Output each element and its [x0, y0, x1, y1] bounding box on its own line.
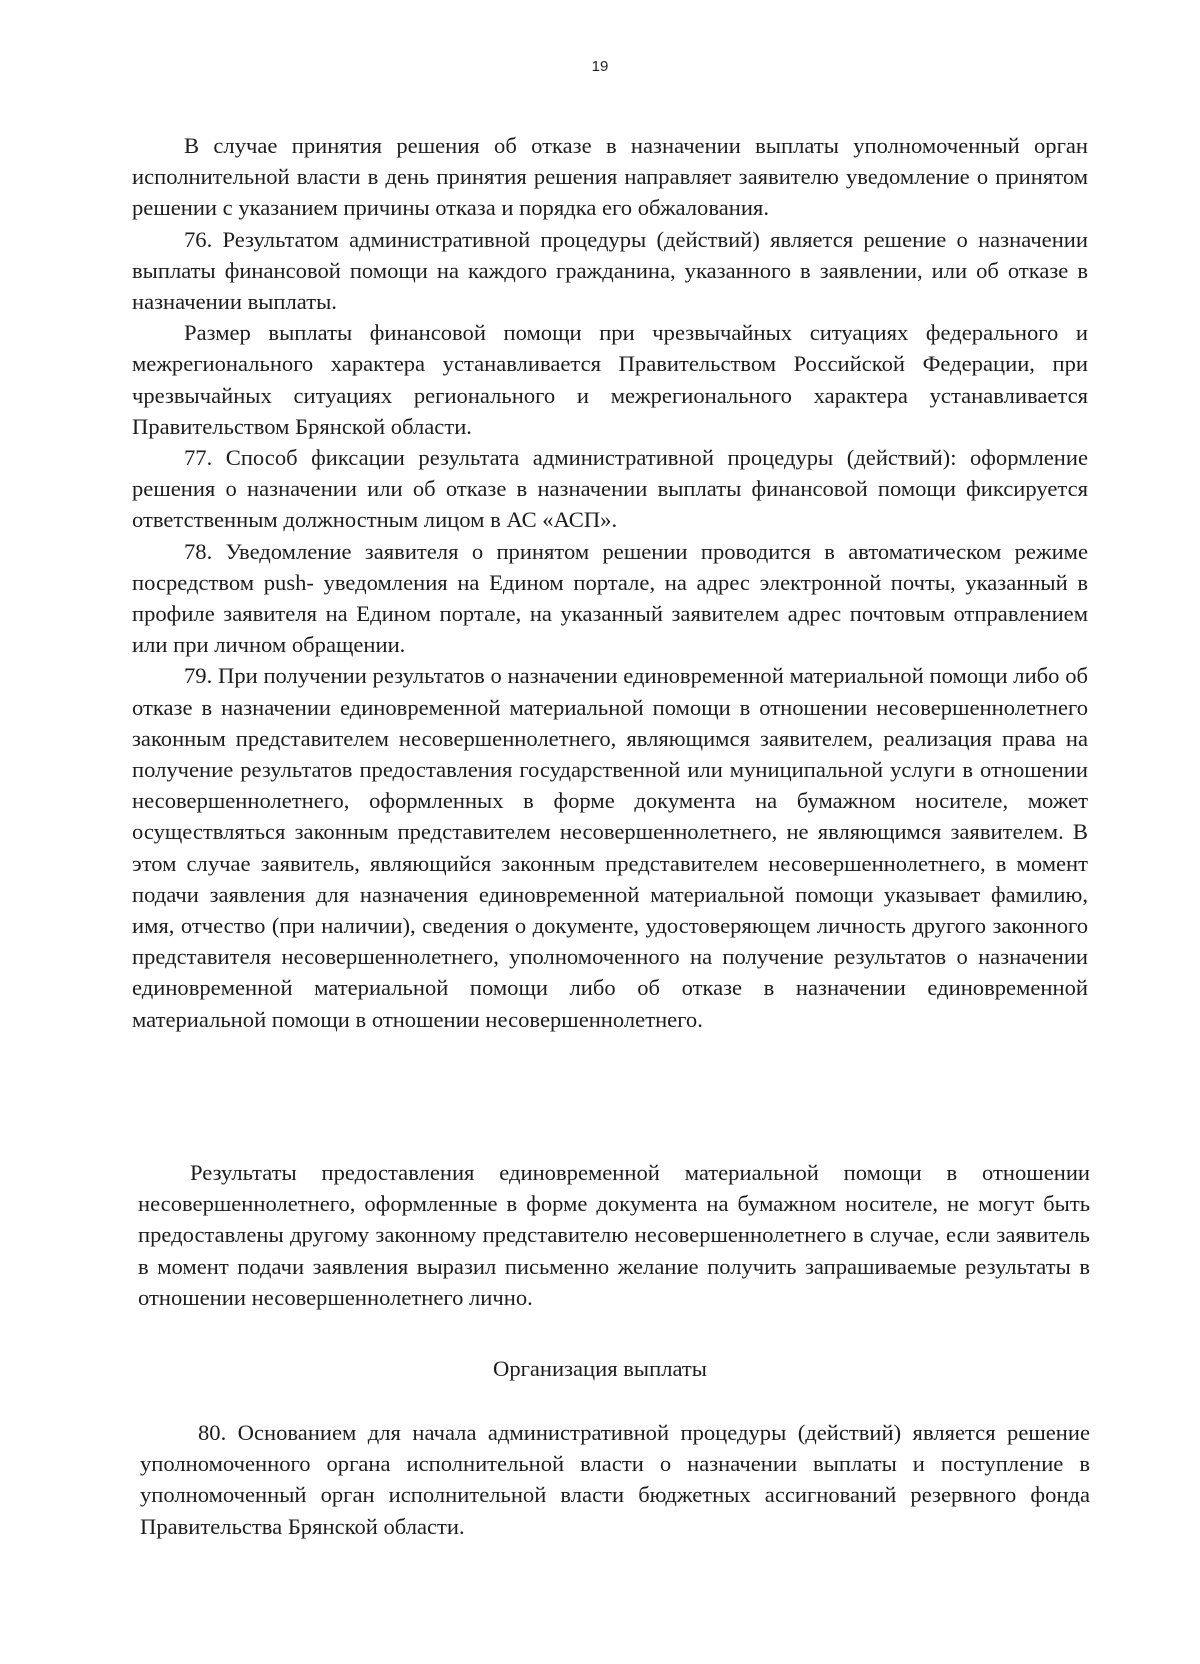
- paragraph-78: 78. Уведомление заявителя о принятом решении проводится в автоматическом режиме посредством push- уведомления на Едином портале, на адрес электронной почты, указанный в профиле заявителя на Едином портале, на указанный заявителем адрес почтовым отправлением или при личном обращении.: [132, 538, 1088, 658]
- section-text: [140, 1417, 1090, 1542]
- paragraph-79: 79. При получении результатов о назначении единовременной материальной помощи либо об отказе в назначении единовременной материальной помощи в отношении несовершеннолетнего законным представителем несовершеннолетнего, являющимся заявителем, реализация права на получение результатов предоставления государственной или муниципальной услуги в отношении несовершеннолетнего, оформленных в форме документа на бумажном носителе, может осуществляться законным представителем несовершеннолетнего, не являющимся заявителем. В этом случае заявитель, являющийся законным представителем несовершеннолетнего, в момент подачи заявления для назначения единовременной материальной помощи указывает фамилию, имя, отчество (при наличии), сведения о документе, удостоверяющем личность другого законного представителя несовершеннолетнего, уполномоченного на получение результатов о назначении единовременной материальной помощи либо об отказе в назначении единовременной материальной помощи в отношении несовершеннолетнего.: [132, 663, 1088, 1032]
- paragraph-80: 80. Основанием для начала административной процедуры (действий) является решение уполномоченного органа исполнительной власти о назначении выплаты и поступление в уполномоченный орган исполнительной власти бюджетных ассигнований резервного фонда Правительства Брянской области.: [140, 1420, 1090, 1539]
- section-heading: Организация выплаты: [493, 1356, 707, 1381]
- paragraph-results: Результаты предоставления единовременной материальной помощи в отношении несовершеннолетнего, оформленные в форме документа на бумажном носителе, не могут быть предоставлены другому законному представителю несовершеннолетнего в случае, если заявитель в момент подачи заявления выразил письменно желание получить запрашиваемые результаты в отношении несовершеннолетнего лично.: [138, 1160, 1090, 1310]
- paragraph-77: 77. Способ фиксации результата административной процедуры (действий): оформление решения о назначении или об отказе в назначении выплаты финансовой помощи фиксируется ответственным должностным лицом в АС «АСП».: [132, 445, 1088, 533]
- paragraph-76: 76. Результатом административной процедуры (действий) является решение о назначении выплаты финансовой помощи на каждого гражданина, указанного в заявлении, или об отказе в назначении выплаты.: [132, 226, 1088, 315]
- paragraph-payment-amount: Размер выплаты финансовой помощи при чрезвычайных ситуациях федерального и межрегионального характера устанавливается Правительством Российской Федерации, при чрезвычайных ситуациях регионального и межрегионального характера устанавливается Правительством Брянской области.: [132, 320, 1088, 439]
- results-text: [138, 1157, 1090, 1313]
- paragraph-refusal-notice: В случае принятия решения об отказе в назначении выплаты уполномоченный орган исполнительной власти в день принятия решения направляет заявителю уведомление о принятом решении с указанием причины отказа и порядка его обжалования.: [132, 133, 1088, 221]
- main-text: [132, 130, 1088, 1035]
- page-number: 19: [591, 58, 609, 75]
